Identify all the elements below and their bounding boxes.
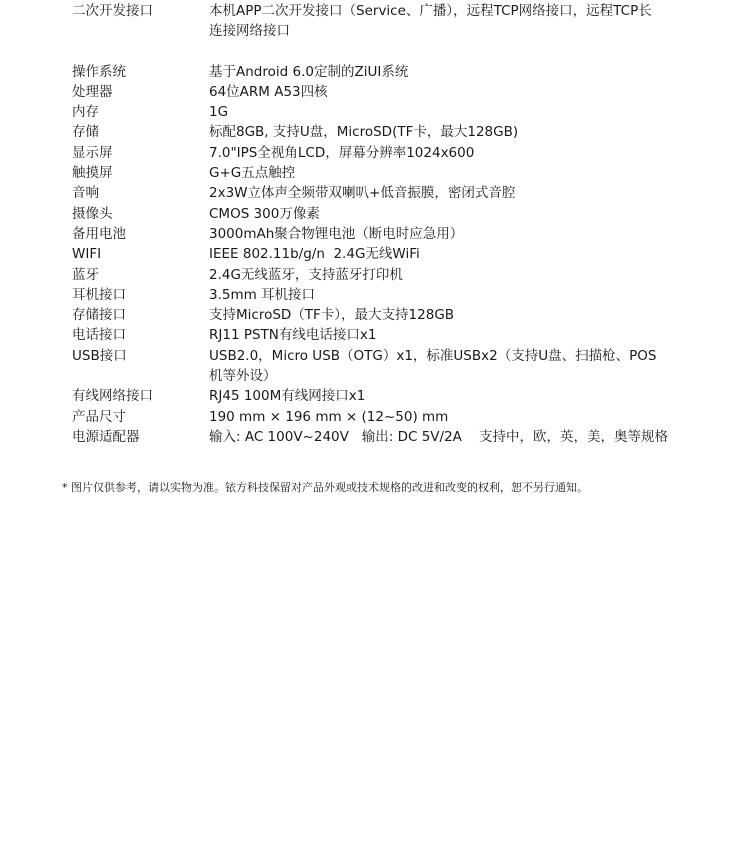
spec-row-os: [72, 62, 692, 82]
spec-label: 内存: [72, 104, 99, 121]
spec-value: 本机APP二次开发接口（Service、广播），远程TCP网络接口，远程TCP长 连接网络接口: [209, 3, 652, 40]
spec-label: WIFI: [72, 246, 102, 263]
spec-label: 处理器: [72, 83, 113, 100]
spec-row-power: [72, 427, 692, 447]
spec-row-touch: [72, 163, 692, 183]
spec-label: 操作系统: [72, 63, 126, 80]
spec-label: 耳机接口: [72, 286, 126, 303]
spec-label: 电话接口: [72, 327, 126, 344]
spec-value: CMOS 300万像素: [209, 205, 320, 222]
spec-label: 显示屏: [72, 144, 113, 161]
spec-label: 蓝牙: [72, 266, 99, 283]
spec-label: 产品尺寸: [72, 408, 126, 425]
spec-row-cpu: [72, 82, 692, 102]
disclaimer-footnote: * 图片仅供参考，请以实物为准。铱方科技保留对产品外观或技术规格的改进和改变的权利，恕不另行通知。: [62, 481, 588, 494]
spec-row-battery: [72, 224, 692, 244]
spec-value: 2.4G无线蓝牙，支持蓝牙打印机: [209, 266, 403, 283]
spacer: [72, 42, 692, 62]
spec-row-headphone: [72, 285, 692, 305]
spec-label: 电源适配器: [72, 428, 140, 445]
spec-label: USB接口: [72, 347, 127, 364]
spec-label: 存储接口: [72, 307, 126, 324]
spec-row-ethernet: [72, 386, 692, 406]
spec-label: 摄像头: [72, 205, 113, 222]
spec-row-camera: [72, 204, 692, 224]
spec-row-dimensions: [72, 407, 692, 427]
spec-label: 二次开发接口: [72, 3, 153, 19]
spec-value: 输入: AC 100V~240V 输出: DC 5V/2A 支持中，欧，英，美，奥等规格: [209, 428, 669, 445]
spec-value: 7.0"IPS全视角LCD，屏幕分辨率1024x600: [209, 144, 475, 161]
spec-row-audio: [72, 183, 692, 203]
spec-value: 3000mAh聚合物锂电池（断电时应急用）: [209, 225, 464, 242]
spec-row-wifi: [72, 244, 692, 264]
spec-label: 存储: [72, 124, 99, 141]
spec-label: 触摸屏: [72, 165, 113, 182]
spec-value: 支持MicroSD（TF卡），最大支持128GB: [209, 307, 455, 324]
spec-value: 1G: [209, 104, 229, 121]
spec-row-bluetooth: [72, 265, 692, 285]
spec-row-usb: [72, 346, 692, 387]
spec-row-phone: [72, 325, 692, 345]
spec-label: 音响: [72, 185, 99, 202]
spec-value: 基于Android 6.0定制的ZiUI系统: [209, 63, 409, 80]
spec-row-display: [72, 143, 692, 163]
spec-row-memory: [72, 102, 692, 122]
spec-row-sdk: [72, 0, 692, 42]
spec-table: [72, 0, 692, 447]
spec-label: 备用电池: [72, 225, 126, 242]
spec-row-storage-port: [72, 305, 692, 325]
spec-value: 190 mm × 196 mm × (12~50) mm: [209, 408, 449, 425]
spec-value: USB2.0，Micro USB（OTG）x1，标准USBx2（支持U盘、扫描枪、POS 机等外设）: [209, 347, 657, 385]
spec-value: 标配8GB, 支持U盘，MicroSD(TF卡，最大128GB): [209, 124, 519, 141]
spec-value: RJ11 PSTN有线电话接口x1: [209, 327, 377, 344]
spec-value: RJ45 100M有线网接口x1: [209, 388, 366, 405]
spec-value: 64位ARM A53四核: [209, 83, 328, 100]
spec-value: G+G五点触控: [209, 165, 296, 182]
spec-value: IEEE 802.11b/g/n 2.4G无线WiFi: [209, 246, 420, 263]
spec-label: 有线网络接口: [72, 388, 153, 405]
spec-value: 2x3W立体声全频带双喇叭+低音振膜，密闭式音腔: [209, 185, 516, 202]
spec-row-storage: [72, 122, 692, 142]
spec-value: 3.5mm 耳机接口: [209, 286, 316, 303]
